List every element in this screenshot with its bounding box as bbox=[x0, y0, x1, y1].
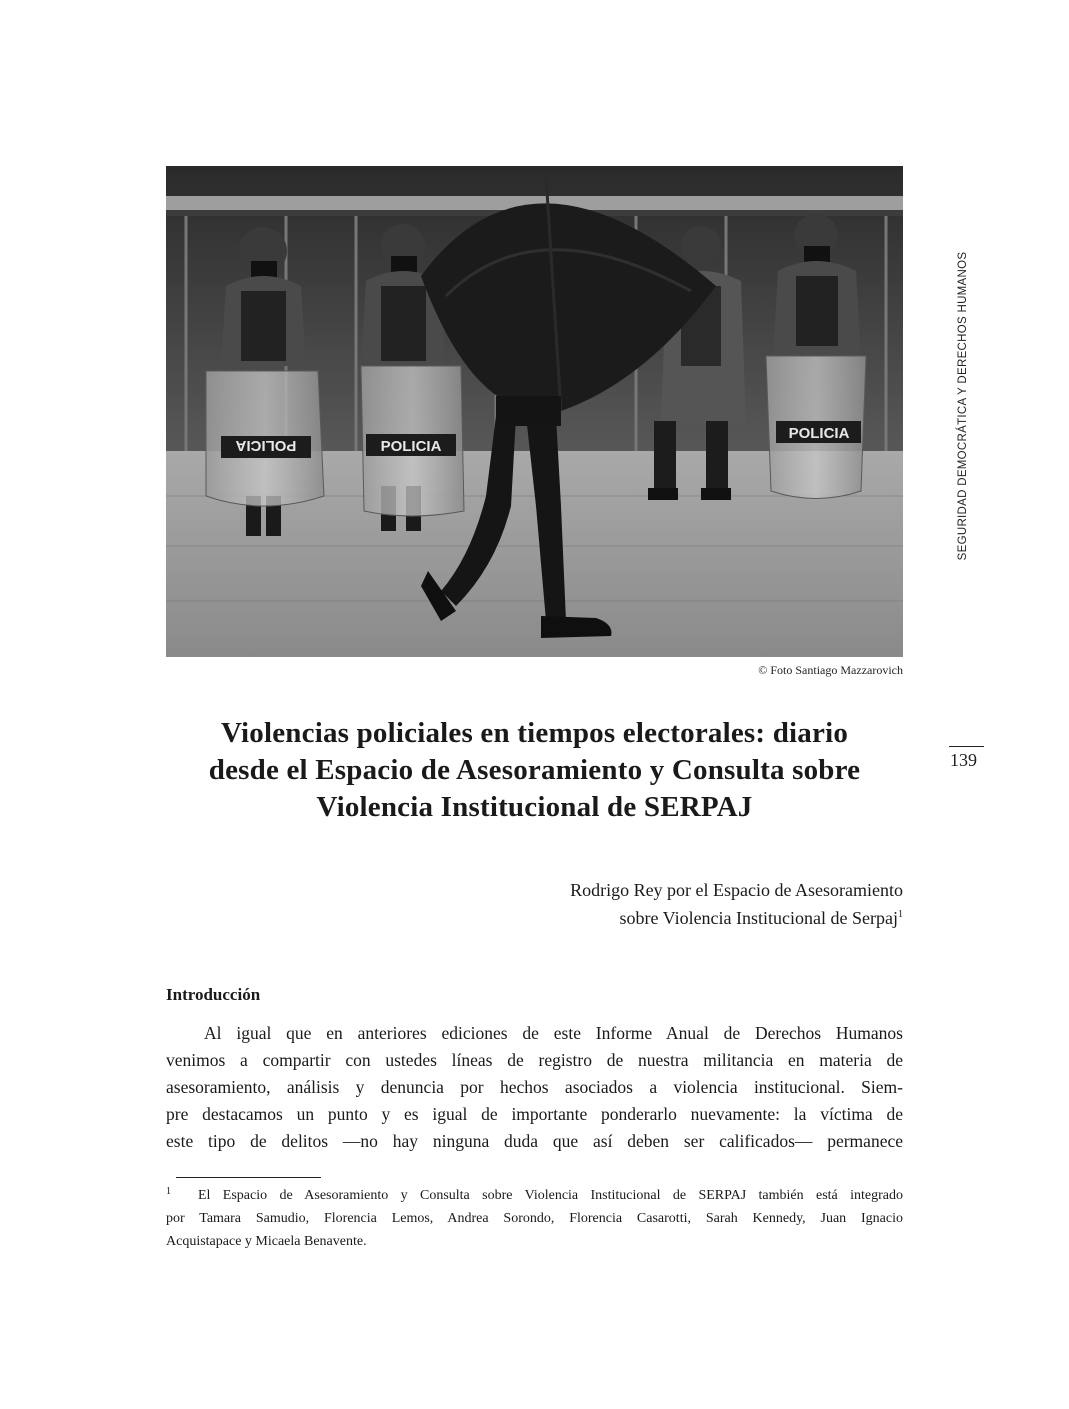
photo-credit: © Foto Santiago Mazzarovich bbox=[758, 663, 903, 677]
svg-text:POLICIA: POLICIA bbox=[235, 437, 297, 454]
footnote-marker: 1 bbox=[166, 1186, 171, 1197]
footnote-line: por Tamara Samudio, Florencia Lemos, Andrea Sorondo, Florencia Casarotti, Sarah Kennedy, Juan Ignacio bbox=[166, 1211, 903, 1226]
photo-illustration bbox=[166, 166, 903, 657]
byline-line-text: sobre Violencia Institucional de Serpaj bbox=[619, 908, 898, 928]
paragraph-line: este tipo de delitos —no hay ninguna duda que así deben ser calificados— permanece bbox=[166, 1131, 903, 1151]
footnote-line: Acquistapace y Micaela Benavente. bbox=[166, 1234, 367, 1249]
title-line: Violencias policiales en tiempos electorales: diario bbox=[220, 717, 849, 749]
paragraph-line: venimos a compartir con ustedes líneas de registro de nuestra militancia en materia de bbox=[166, 1050, 903, 1070]
running-head-text: SEGURIDAD DEMOCRÁTICA Y DERECHOS HUMANOS bbox=[957, 251, 969, 561]
byline-line: Rodrigo Rey por el Espacio de Asesoramiento bbox=[570, 880, 903, 900]
section-heading: Introducción bbox=[166, 985, 261, 1004]
paragraph-line: asesoramiento, análisis y denuncia por hechos asociados a violencia institucional. Siem- bbox=[166, 1077, 903, 1097]
police-umbrella-photo bbox=[166, 166, 903, 657]
article-title bbox=[166, 715, 903, 826]
page-number: 139 bbox=[950, 750, 977, 770]
paragraph-line: Al igual que en anteriores ediciones de este Informe Anual de Derechos Humanos bbox=[204, 1023, 903, 1043]
footnote-rule bbox=[176, 1177, 321, 1178]
byline-line bbox=[570, 904, 903, 932]
title-line: desde el Espacio de Asesoramiento y Consulta sobre bbox=[208, 754, 861, 786]
footnote-line-text: El Espacio de Asesoramiento y Consulta sobre Violencia Institucional de SERPAJ también está integrado bbox=[198, 1188, 903, 1203]
footnote-line bbox=[166, 1184, 903, 1207]
author-byline bbox=[570, 876, 903, 932]
footnote bbox=[166, 1184, 903, 1253]
body-paragraph bbox=[166, 1020, 903, 1155]
title-line: Violencia Institucional de SERPAJ bbox=[316, 791, 753, 823]
svg-text:POLICIA: POLICIA bbox=[380, 438, 442, 455]
footnote-reference: 1 bbox=[898, 909, 903, 920]
paragraph-line: pre destacamos un punto y es igual de importante ponderarlo nuevamente: la víctima de bbox=[166, 1104, 903, 1124]
svg-text:POLICIA: POLICIA bbox=[788, 425, 850, 442]
page-number-rule bbox=[949, 746, 984, 747]
